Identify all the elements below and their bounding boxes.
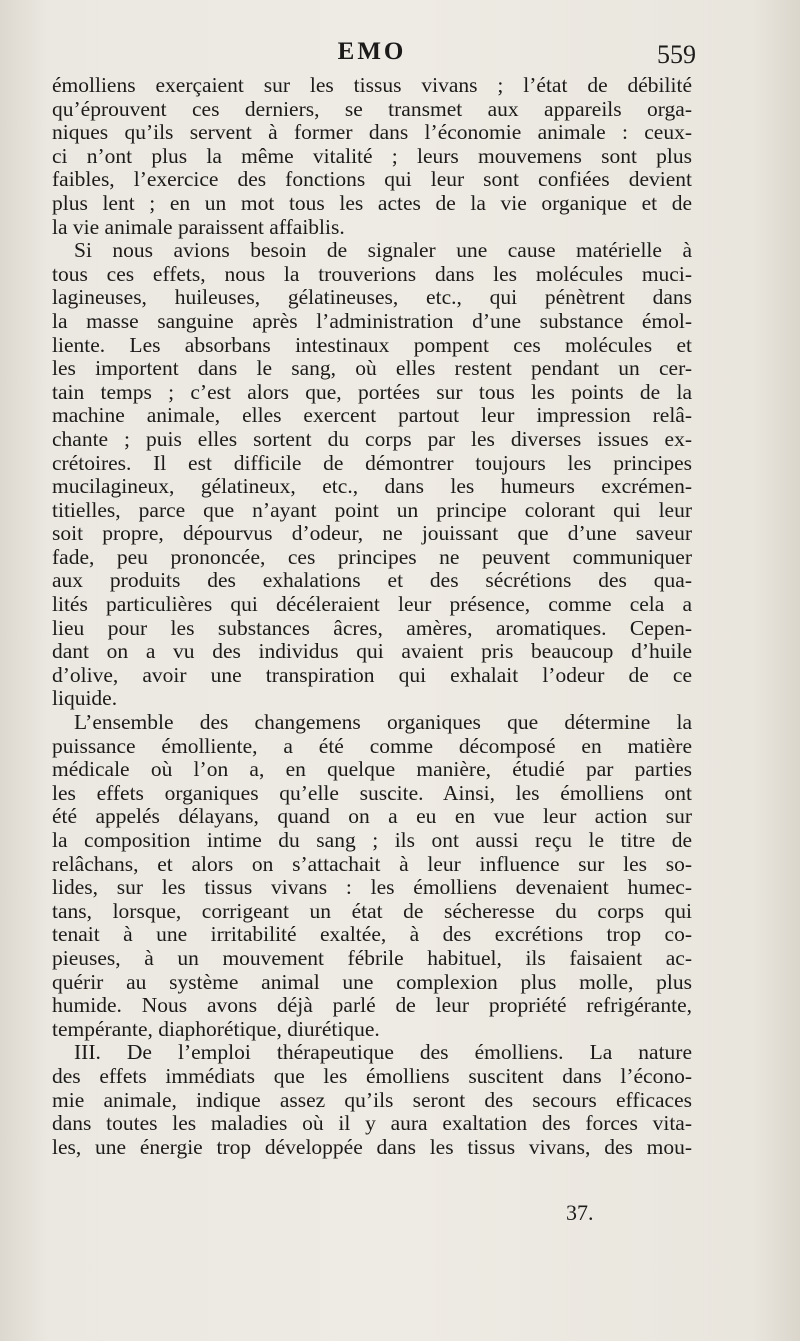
paragraph-1 (52, 74, 692, 239)
text-line: titielles, parce que n’ayant point un principe colorant qui leur (52, 497, 692, 522)
text-line: tempérante, diaphorétique, diurétique. (52, 1016, 380, 1041)
paragraph-2 (52, 239, 692, 711)
text-line: lités particulières qui décéleraient leur présence, comme cela a (52, 592, 692, 617)
text-line: été appelés délayans, quand on a eu en vue leur action sur (52, 804, 692, 829)
page-header (52, 38, 696, 74)
text-line: ci n’ont plus la même vitalité ; leurs mouvemens sont plus (52, 143, 692, 168)
text-line: tous ces effets, nous la trouverions dans les molécules muci- (52, 261, 692, 286)
paragraph-4 (52, 1041, 692, 1159)
text-line: soit propre, dépourvus d’odeur, ne jouissant que d’une saveur (52, 521, 692, 546)
text-line: la masse sanguine après l’administration d’une substance émol- (52, 308, 692, 333)
text-line: des effets immédiats que les émolliens suscitent dans l’écono- (52, 1063, 692, 1088)
text-line: aux produits des exhalations et des sécrétions des qua- (52, 568, 692, 593)
text-line: qu’éprouvent ces derniers, se transmet aux appareils orga- (52, 96, 692, 121)
paragraph-3 (52, 711, 692, 1041)
text-line: lieu pour les substances âcres, amères, aromatiques. Cepen- (52, 615, 692, 640)
text-line: Si nous avions besoin de signaler une cause matérielle à (74, 238, 692, 263)
text-line: plus lent ; en un mot tous les actes de la vie organique et de (52, 190, 692, 215)
text-line: les effets organiques qu’elle suscite. Ainsi, les émolliens ont (52, 780, 692, 805)
text-line: lides, sur les tissus vivans : les émolliens devenaient humec- (52, 875, 692, 900)
text-line: d’olive, avoir une transpiration qui exhalait l’odeur de ce (52, 662, 692, 687)
text-line: liente. Les absorbans intestinaux pompent ces molécules et (52, 332, 692, 357)
text-line: tenait à une irritabilité exaltée, à des excrétions trop co- (52, 922, 692, 947)
text-line: médicale où l’on a, en quelque manière, étudié par parties (52, 757, 692, 782)
text-line: relâchans, et alors on s’attachait à leur influence sur les so- (52, 851, 692, 876)
text-line: fade, peu prononcée, ces principes ne peuvent communiquer (52, 544, 692, 569)
text-line: mucilagineux, gélatineux, etc., dans les humeurs excrémen- (52, 474, 692, 499)
text-line: les, une énergie trop développée dans les tissus vivans, des mou- (52, 1134, 692, 1159)
body-text (52, 74, 692, 1159)
text-line: quérir au système animal une complexion plus molle, plus (52, 969, 692, 994)
text-line: mie animale, indique assez qu’ils seront des secours efficaces (52, 1087, 692, 1112)
text-line: dans toutes les maladies où il y aura exaltation des forces vita- (52, 1111, 692, 1136)
text-line: niques qu’ils servent à former dans l’économie animale : ceux- (52, 120, 692, 145)
text-line: machine animale, elles exercent partout leur impression relâ- (52, 403, 692, 428)
text-line: dant on a vu des individus qui avaient pris beaucoup d’huile (52, 639, 692, 664)
text-line: tain temps ; c’est alors que, portées sur tous les points de la (52, 379, 692, 404)
text-line: III. De l’emploi thérapeutique des émolliens. La nature (74, 1040, 692, 1065)
running-head: EMO (337, 38, 407, 65)
text-line: chante ; puis elles sortent du corps par les diverses issues ex- (52, 426, 692, 451)
text-line: lagineuses, huileuses, gélatineuses, etc., qui pénètrent dans (52, 285, 692, 310)
text-line: liquide. (52, 686, 118, 711)
text-line: faibles, l’exercice des fonctions qui leur sont confiées devient (52, 167, 692, 192)
text-line: puissance émolliente, a été comme décomposé en matière (52, 733, 692, 758)
text-line: tans, lorsque, corrigeant un état de sécheresse du corps qui (52, 898, 692, 923)
text-line: la vie animale paraissent affaiblis. (52, 214, 345, 239)
text-line: L’ensemble des changemens organiques que détermine la (74, 710, 692, 735)
page-number: 559 (657, 40, 696, 69)
text-line: émolliens exerçaient sur les tissus vivans ; l’état de débilité (52, 73, 692, 97)
text-line: crétoires. Il est difficile de démontrer toujours les principes (52, 450, 692, 475)
text-line: les importent dans le sang, où elles restent pendant un cer- (52, 356, 692, 381)
text-line: humide. Nous avons déjà parlé de leur propriété refrigérante, (52, 993, 692, 1018)
text-line: pieuses, à un mouvement fébrile habituel, ils faisaient ac- (52, 945, 692, 970)
text-line: la composition intime du sang ; ils ont aussi reçu le titre de (52, 828, 692, 852)
signature-mark: 37. (566, 1200, 594, 1225)
